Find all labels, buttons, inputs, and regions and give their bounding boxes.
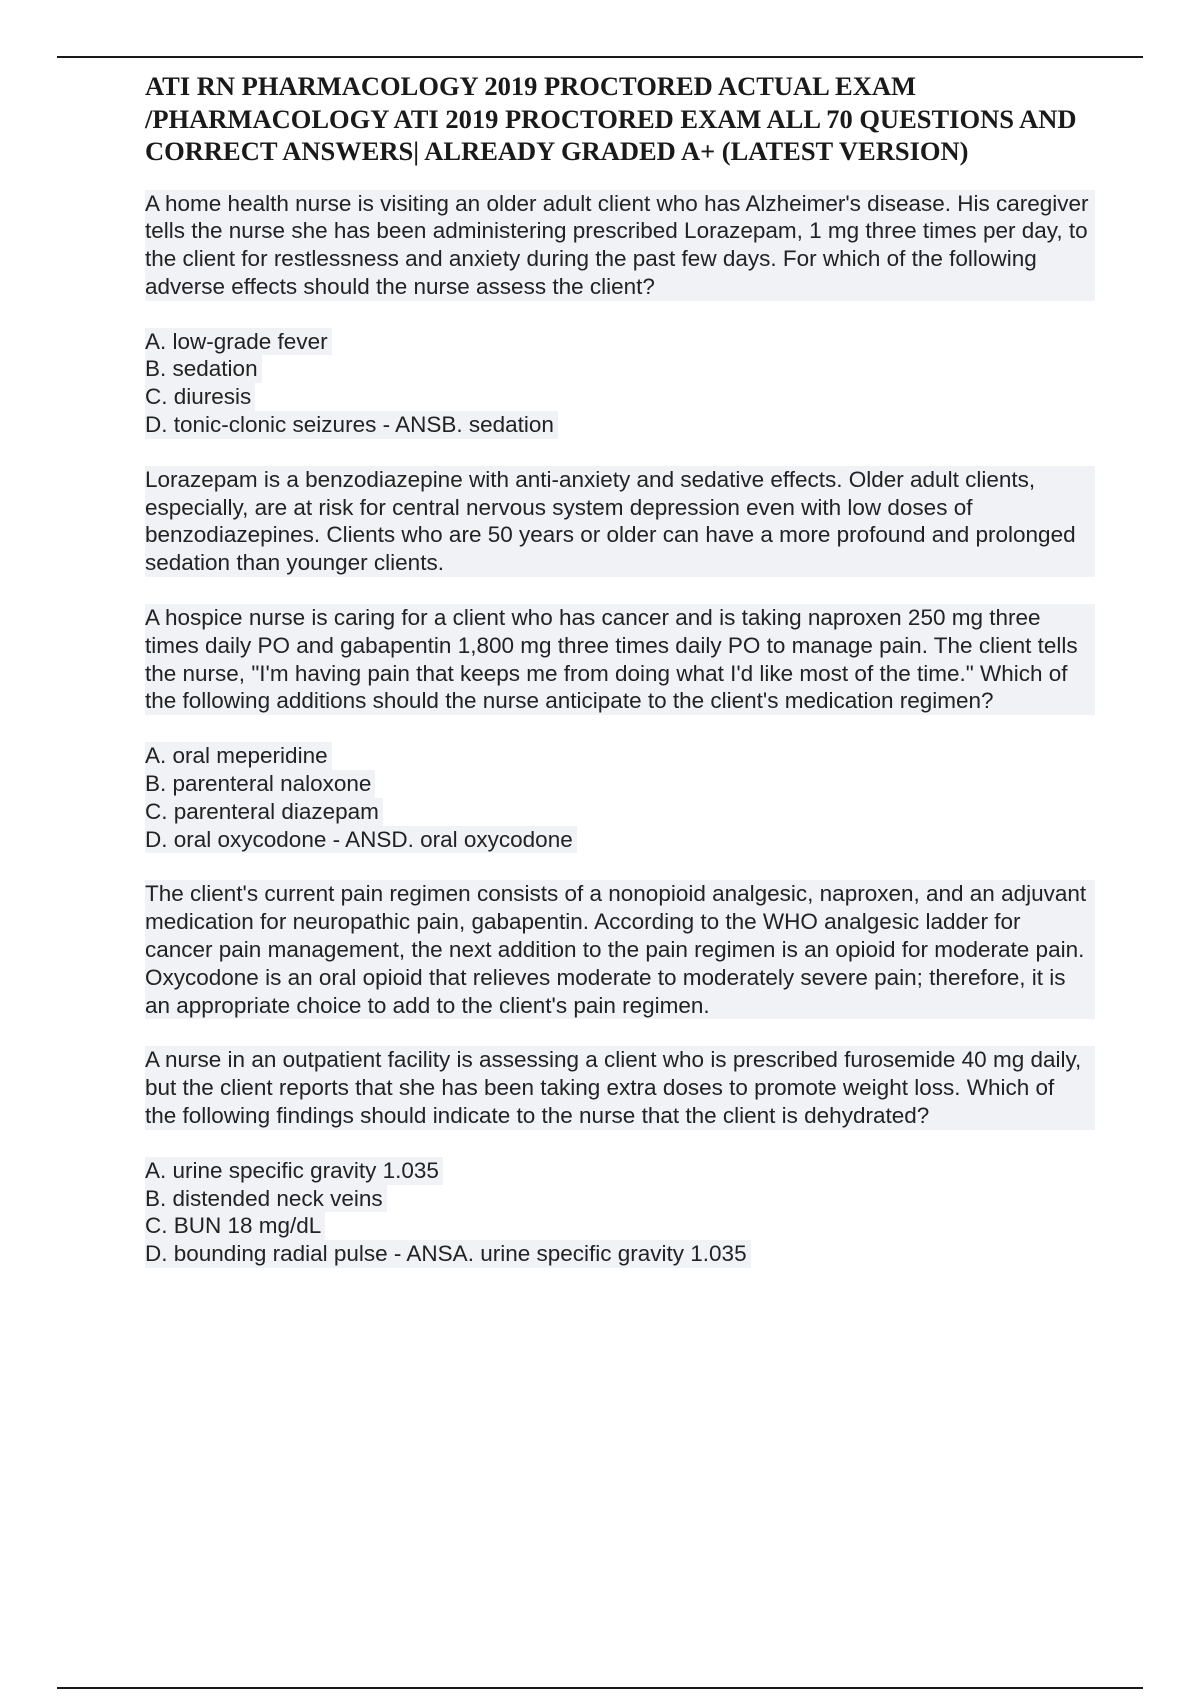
question-3-options xyxy=(145,1157,1095,1268)
document-title: ATI RN PHARMACOLOGY 2019 PROCTORED ACTUAL EXAM /PHARMACOLOGY ATI 2019 PROCTORED EXAM ALL 70 QUESTIONS AND CORRECT ANSWERS| ALREADY GRADED A+ (LATEST VERSION) xyxy=(145,71,1077,166)
option-c: C. parenteral diazepam xyxy=(145,798,383,826)
question-2 xyxy=(145,604,1095,715)
question-stem: A hospice nurse is caring for a client who has cancer and is taking naproxen 250 mg three times daily PO and gabapentin 1,800 mg three times daily PO to manage pain. The client tells the nurse, "I'm having pain that keeps me from doing what I'd like most of the time." Which of the following additions should the nurse anticipate to the client's medication regimen? xyxy=(145,604,1095,715)
question-stem: A home health nurse is visiting an older adult client who has Alzheimer's disease. His caregiver tells the nurse she has been administering prescribed Lorazepam, 1 mg three times per day, to the client for restlessness and anxiety during the past few days. For which of the following adverse effects should the nurse assess the client? xyxy=(145,190,1095,301)
question-1 xyxy=(145,190,1095,301)
option-c: C. BUN 18 mg/dL xyxy=(145,1212,325,1240)
top-rule xyxy=(57,56,1143,58)
question-stem: A nurse in an outpatient facility is assessing a client who is prescribed furosemide 40 mg daily, but the client reports that she has been taking extra doses to promote weight loss. Which of the following findings should indicate to the nurse that the client is dehydrated? xyxy=(145,1046,1095,1129)
option-a: A. urine specific gravity 1.035 xyxy=(145,1157,443,1185)
bottom-rule xyxy=(57,1687,1143,1689)
question-2-rationale xyxy=(145,880,1095,1019)
option-d-with-answer: D. oral oxycodone - ANSD. oral oxycodone xyxy=(145,826,577,854)
question-1-rationale xyxy=(145,466,1095,577)
question-3 xyxy=(145,1046,1095,1129)
option-d-with-answer: D. bounding radial pulse - ANSA. urine specific gravity 1.035 xyxy=(145,1240,751,1268)
rationale-text: Lorazepam is a benzodiazepine with anti-anxiety and sedative effects. Older adult clients, especially, are at risk for central nervous system depression even with low doses of benzodiazepines. Clients who are 50 years or older can have a more profound and prolonged sedation than younger clients. xyxy=(145,466,1095,577)
option-a: A. oral meperidine xyxy=(145,742,332,770)
option-b: B. distended neck veins xyxy=(145,1185,387,1213)
option-d-with-answer: D. tonic-clonic seizures - ANSB. sedation xyxy=(145,411,558,439)
question-2-options xyxy=(145,742,1095,853)
document-body xyxy=(145,70,1095,1295)
option-a: A. low-grade fever xyxy=(145,328,332,356)
option-c: C. diuresis xyxy=(145,383,255,411)
rationale-text: The client's current pain regimen consists of a nonopioid analgesic, naproxen, and an adjuvant medication for neuropathic pain, gabapentin. According to the WHO analgesic ladder for cancer pain management, the next addition to the pain regimen is an opioid for moderate pain. Oxycodone is an oral opioid that relieves moderate to moderately severe pain; therefore, it is an appropriate choice to add to the client's pain regimen. xyxy=(145,880,1095,1019)
option-b: B. parenteral naloxone xyxy=(145,770,375,798)
question-1-options xyxy=(145,328,1095,439)
option-b: B. sedation xyxy=(145,355,262,383)
